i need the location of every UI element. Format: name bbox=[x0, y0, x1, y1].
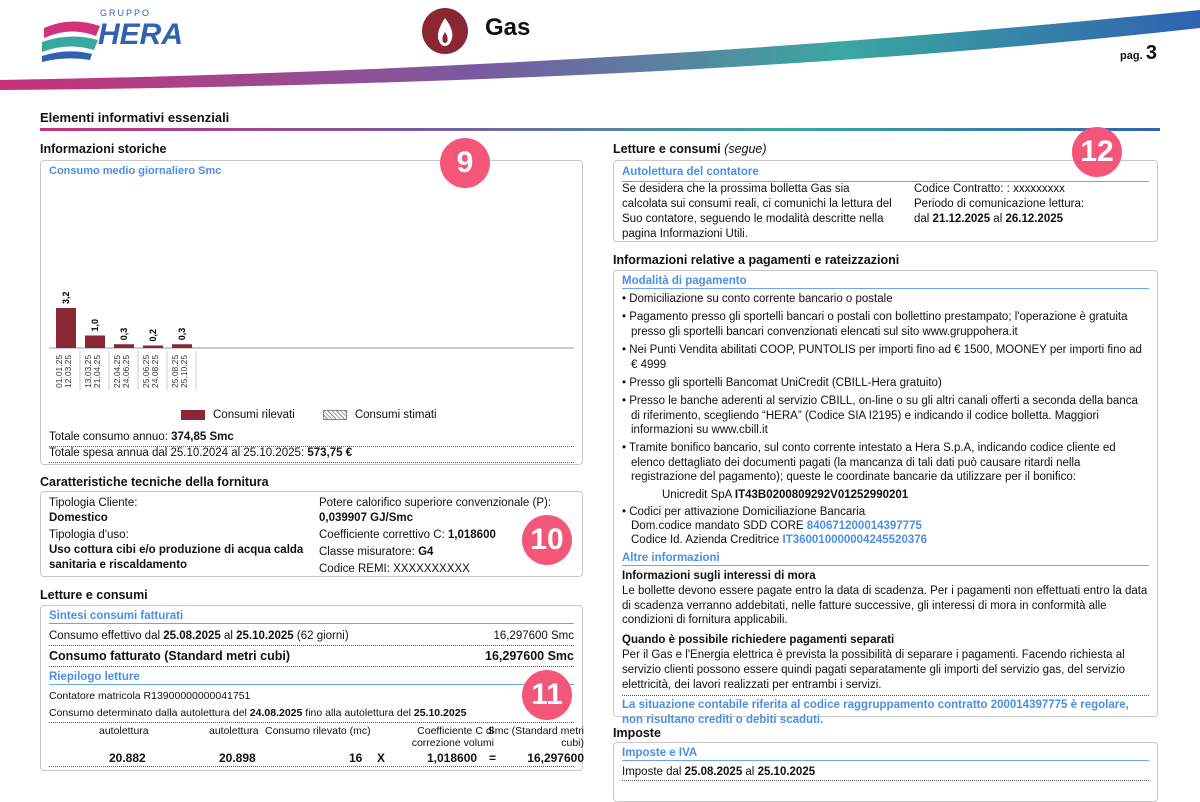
chart-bar bbox=[56, 308, 76, 348]
payment-method: • Pagamento presso gli sportelli bancari o postali con bollettino prestampato; l'operazione è gratuita presso gli sportelli bancari convenzionati elencati sul sito www.gruppohera.it bbox=[622, 310, 1149, 339]
imposte-panel bbox=[613, 742, 1158, 802]
autolettura-panel bbox=[613, 160, 1158, 242]
payment-method: • Tramite bonifico bancario, sul conto corrente intestato a Hera S.p.A, indicando codice cliente ed elenco dettagliato dei documenti pagati (la mancanza di tali dati può causare ritardi nella registrazione del pagamento); queste le coordinate bancarie da utilizzare per il bonifico: bbox=[622, 441, 1149, 484]
pagamenti-panel bbox=[613, 270, 1158, 727]
autolettura-text: Se desidera che la prossima bolletta Gas sia calcolata sui consumi reali, ci comunichi la lettura del Suo contatore, seguendo le modalità descritte nella pagina Informazioni Utili. bbox=[622, 183, 892, 240]
chart-bar bbox=[143, 346, 163, 349]
caratteristiche-panel bbox=[40, 491, 583, 577]
page-title: Elementi informativi essenziali bbox=[40, 110, 230, 125]
storiche-panel bbox=[40, 160, 583, 465]
legend-stimati: Consumi stimati bbox=[354, 409, 437, 421]
x-tick-label: 22.04.25 bbox=[112, 354, 122, 388]
badge-11: 11 bbox=[522, 670, 572, 720]
legend-swatch-rilevati bbox=[181, 410, 205, 420]
totale-consumo: Totale consumo annuo: 374,85 Smc bbox=[49, 431, 574, 447]
chart-bar bbox=[114, 344, 134, 348]
parametri-tecnici: Potere calorifico superiore convenzionale (P): 0,039907 GJ/Smc Coefficiente correttivo C: 1,018600 Classe misuratore: G4 Codice REMI: XXXXXXXXXX bbox=[319, 497, 552, 575]
logo-group-text: GRUPPO bbox=[100, 8, 152, 18]
payment-method: • Nei Punti Vendita abilitati COOP, PUNTOLIS per importi fino ad € 1500, MOONEY per importi fino ad € 4999 bbox=[622, 343, 1149, 372]
x-tick-label: 13.03.25 bbox=[83, 354, 93, 388]
letture-table: autolettura autolettura Consumo rilevato (mc) Coefficiente C di correzione volumi Smc (Standard metri cubi) 20.882 20.898 16 X 1,018600 = 16,297600 bbox=[49, 723, 574, 767]
bar-value-label: 0,2 bbox=[148, 328, 158, 342]
consumption-chart bbox=[41, 161, 584, 411]
imposte-heading: Imposte bbox=[613, 726, 661, 740]
bar-value-label: 0,3 bbox=[177, 327, 187, 341]
x-tick-label: 25.06.25 bbox=[141, 354, 151, 388]
payment-method: • Presso le banche aderenti al servizio CBILL, on-line o su gli altri canali offerti a seconda della banca di riferimento, scegliendo “HERA” (Codice SIA I2195) e indicando il codice bolletta. Maggiori informazioni su www.cbill.it bbox=[622, 394, 1149, 437]
altre-heading: Altre informazioni bbox=[622, 552, 1149, 566]
badge-12: 12 bbox=[1072, 127, 1122, 177]
sintesi-heading: Sintesi consumi fatturati bbox=[49, 610, 574, 624]
situazione-contabile: La situazione contabile riferita al codice raggruppamento contratto 200014397775 è regolare, non risultano crediti o debiti scaduti. bbox=[622, 699, 1129, 727]
caratteristiche-heading: Caratteristiche tecniche della fornitura bbox=[40, 475, 269, 489]
domiciliazione-codes: • Codici per attivazione Domiciliazione Bancaria Dom.codice mandato SDD CORE 840671200014397775 Codice Id. Azienda Creditrice IT360010000004245520376 bbox=[622, 505, 1149, 548]
payment-methods-list bbox=[622, 292, 1149, 485]
consumo-effettivo: Consumo effettivo dal 25.08.2025 al 25.10.2025 (62 giorni) 16,297600 Smc bbox=[49, 627, 574, 646]
iban: Unicredit SpA IT43B0200809292V01252990201 bbox=[662, 488, 909, 501]
legend-swatch-stimati bbox=[323, 410, 347, 420]
tipologia: Tipologia Cliente: Domestico Tipologia d'uso: Uso cottura cibi e/o produzione di acqua calda sanitaria e riscaldamento bbox=[49, 497, 304, 571]
segue-heading: Letture e consumi (segue) bbox=[613, 142, 767, 156]
x-tick-label: 12.03.25 bbox=[63, 354, 73, 388]
bar-value-label: 3,2 bbox=[61, 291, 71, 304]
bar-value-label: 1,0 bbox=[90, 318, 100, 332]
chart-legend bbox=[181, 409, 437, 421]
x-tick-label: 24.08.25 bbox=[150, 354, 160, 388]
chart-bar bbox=[85, 336, 105, 349]
x-tick-label: 25.10.25 bbox=[179, 354, 189, 388]
modalita-heading: Modalità di pagamento bbox=[622, 275, 1149, 289]
letture-heading: Letture e consumi bbox=[40, 588, 148, 602]
matricola: Contatore matricola R13900000000041751 bbox=[49, 690, 251, 702]
header-wave bbox=[0, 0, 1200, 95]
page-number: pag. 3 bbox=[1120, 42, 1157, 64]
riepilogo-heading: Riepilogo letture bbox=[49, 671, 574, 685]
legend-rilevati: Consumi rilevati bbox=[213, 409, 295, 421]
autolettura-info: Codice Contratto: : xxxxxxxxx Periodo di comunicazione lettura: dal 21.12.2025 al 26.12.2025 bbox=[914, 183, 1085, 225]
title-divider bbox=[40, 128, 1160, 131]
mora-info: Informazioni sugli interessi di mora Le bollette devono essere pagate entro la data di scadenza. Per i pagamenti non effettuati entro la data di scadenza verranno addebitati, nelle fatture successive, gli interessi di mora in conformità alle condizioni di fornitura applicabili. bbox=[622, 569, 1148, 627]
pagamenti-separati: Quando è possibile richiedere pagamenti separati Per il Gas e l'Energia elettrica è prevista la possibilità di separare i pagamenti. Facendo richiesta al servizio clienti possono essere quindi pagati separatamente gli importi del servizio gas, del servizio elettricità, dei lavori realizzati per entrambi i servizi. bbox=[622, 633, 1149, 696]
consumo-fatturato: Consumo fatturato (Standard metri cubi) 16,297600 Smc bbox=[49, 646, 574, 667]
imposte-periodo: Imposte dal 25.08.2025 al 25.10.2025 bbox=[622, 764, 1149, 781]
pagamenti-heading: Informazioni relative a pagamenti e rateizzazioni bbox=[613, 253, 900, 267]
chart-title: Consumo medio giornaliero Smc bbox=[49, 165, 222, 177]
autolettura-heading: Autolettura del contatore bbox=[622, 165, 1149, 182]
totale-spesa: Totale spesa annua dal 25.10.2024 al 25.10.2025: 573,75 € bbox=[49, 447, 574, 463]
x-tick-label: 25.08.25 bbox=[170, 354, 180, 388]
x-tick-label: 01.01.25 bbox=[54, 354, 64, 388]
bar-value-label: 0,3 bbox=[119, 327, 129, 341]
payment-method: • Domiciliazione su conto corrente bancario o postale bbox=[622, 292, 1149, 306]
logo-brand-text: HERA bbox=[98, 18, 184, 51]
imposte-sub: Imposte e IVA bbox=[622, 747, 1149, 761]
service-title: Gas bbox=[485, 14, 531, 41]
x-tick-label: 21.04.25 bbox=[92, 354, 102, 388]
payment-method: • Presso gli sportelli Bancomat UniCredit (CBILL-Hera gratuito) bbox=[622, 376, 1149, 390]
storiche-heading: Informazioni storiche bbox=[40, 142, 167, 156]
consumo-determinato: Consumo determinato dalla autolettura del 24.08.2025 fino alla autolettura del 25.10.2025 bbox=[49, 704, 574, 723]
letture-panel bbox=[40, 605, 583, 771]
badge-10: 10 bbox=[522, 515, 572, 565]
x-tick-label: 24.06.25 bbox=[121, 354, 131, 388]
chart-bar bbox=[172, 344, 192, 348]
badge-9: 9 bbox=[440, 138, 490, 188]
